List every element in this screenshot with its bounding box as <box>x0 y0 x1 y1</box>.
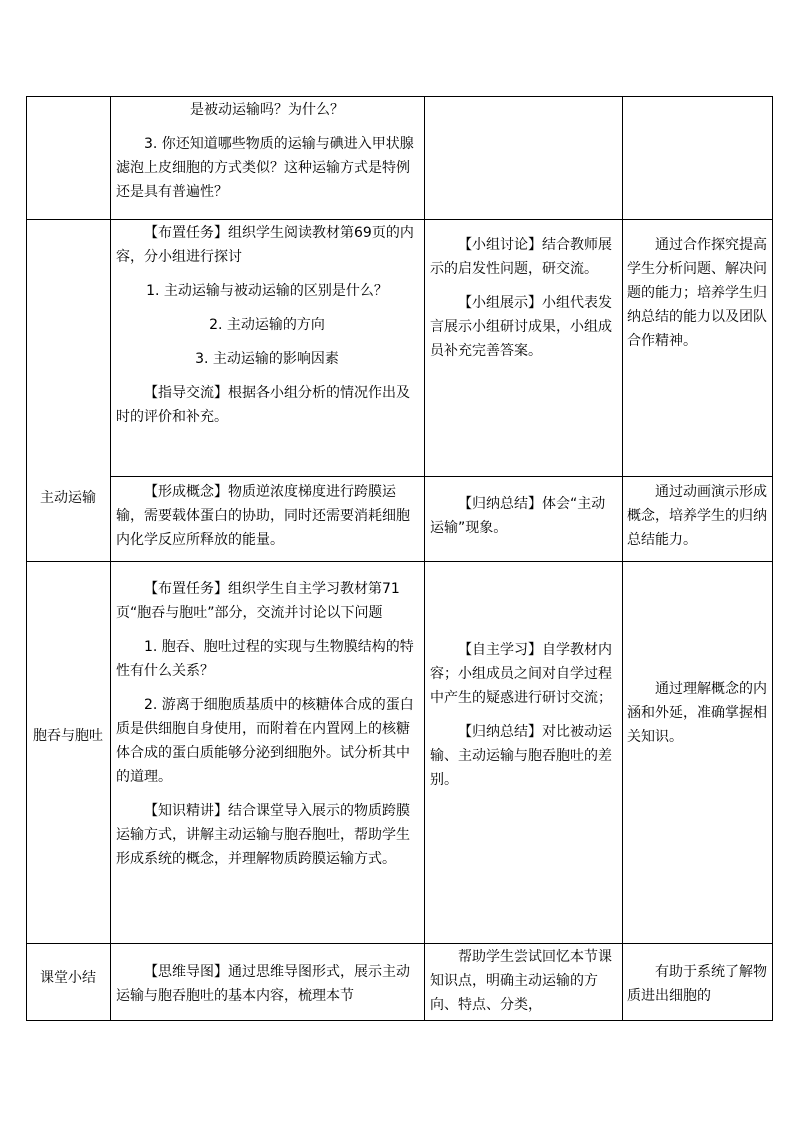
table-border-left <box>26 96 27 1021</box>
active-intent: 通过合作探究提高学生分析问题、解决问题的能力；培养学生归纳总结的能力以及团队合作精神。 <box>627 237 767 349</box>
active-transport-student-cell <box>430 233 616 363</box>
endo-knowledge-explain: 【知识精讲】结合课堂导入展示的物质跨膜运输方式，讲解主动运输与胞吞胞吐，帮助学生形成系统的概念，并理解物质跨膜运输方式。 <box>116 803 410 867</box>
endocytosis-student-cell <box>430 638 616 792</box>
column-divider <box>622 96 623 1021</box>
continued-question-end: 是被动运输吗？为什么？ <box>190 102 344 118</box>
summary-intent-cell <box>627 960 767 1008</box>
concept-intent: 通过动画演示形成概念，培养学生的归纳总结能力。 <box>627 484 767 548</box>
row-divider <box>26 561 773 562</box>
continued-question-3: 3. 你还知道哪些物质的运输与碘进入甲状腺滤泡上皮细胞的方式类似？这种运输方式是特例还是具有普遍性？ <box>116 136 414 200</box>
row-divider <box>110 476 773 477</box>
concept-intent-cell <box>627 480 767 552</box>
row-label-endocytosis: 胞吞与胞吐 <box>33 728 103 744</box>
table-border-bottom <box>26 1020 773 1021</box>
concept-teacher-cell <box>116 480 418 552</box>
row-divider <box>26 219 773 220</box>
endo-intent: 通过理解概念的内涵和外延，准确掌握相关知识。 <box>627 681 767 745</box>
endo-question-2: 2. 游离于细胞质基质中的核糖体合成的蛋白质是供细胞自身使用，而附着在内置网上的核糖体合成的蛋白质能够分泌到细胞外。试分析其中的道理。 <box>116 697 414 785</box>
summary-student-cell <box>430 945 616 1017</box>
column-divider <box>110 96 111 1021</box>
active-group-discussion: 【小组讨论】结合教师展示的启发性问题，研交流。 <box>430 237 612 277</box>
concept-student-cell <box>430 492 616 540</box>
endo-question-1: 1. 胞吞、胞吐过程的实现与生物膜结构的特性有什么关系？ <box>116 639 414 679</box>
continued-teacher-cell <box>116 98 418 204</box>
concept-summary: 【归纳总结】体会“主动运输”现象。 <box>430 496 606 536</box>
summary-mindmap: 【思维导图】通过思维导图形式，展示主动运输与胞吞胞吐的基本内容，梳理本节 <box>116 964 410 1004</box>
active-question-1: 1. 主动运输与被动运输的区别是什么？ <box>146 283 388 299</box>
endocytosis-intent-cell <box>627 677 767 749</box>
endo-summary: 【归纳总结】对比被动运输、主动运输与胞吞胞吐的差别。 <box>430 724 612 788</box>
row-divider <box>26 943 773 944</box>
table-border-top <box>26 96 773 97</box>
endocytosis-teacher-cell <box>116 577 418 871</box>
summary-student-text: 帮助学生尝试回忆本节课知识点，明确主动运输的方向、特点、分类， <box>430 949 612 1013</box>
summary-teacher-cell <box>116 960 418 1008</box>
column-divider <box>424 96 425 1021</box>
table-border-right <box>772 96 773 1021</box>
active-guide: 【指导交流】根据各小组分析的情况作出及时的评价和补充。 <box>116 385 410 425</box>
summary-intent: 有助于系统了解物质进出细胞的 <box>627 964 767 1004</box>
active-question-2: 2. 主动运输的方向 <box>209 317 325 333</box>
active-task: 【布置任务】组织学生阅读教材第69页的内容，分小组进行探讨 <box>116 225 414 265</box>
endo-self-study: 【自主学习】自学教材内容；小组成员之间对自学过程中产生的疑惑进行研讨交流； <box>430 642 612 706</box>
concept-formation: 【形成概念】物质逆浓度梯度进行跨膜运输，需要载体蛋白的协助，同时还需要消耗细胞内化学反应所释放的能量。 <box>116 484 410 548</box>
row-label-active-transport: 主动运输 <box>40 490 96 506</box>
active-transport-intent-cell <box>627 233 767 353</box>
endo-task: 【布置任务】组织学生自主学习教材第71页“胞吞与胞吐”部分，交流并讨论以下问题 <box>116 581 400 621</box>
active-transport-teacher-cell <box>116 221 418 429</box>
active-question-3: 3. 主动运输的影响因素 <box>195 351 339 367</box>
active-group-show: 【小组展示】小组代表发言展示小组研讨成果，小组成员补充完善答案。 <box>430 295 612 359</box>
row-label-summary: 课堂小结 <box>40 970 96 986</box>
